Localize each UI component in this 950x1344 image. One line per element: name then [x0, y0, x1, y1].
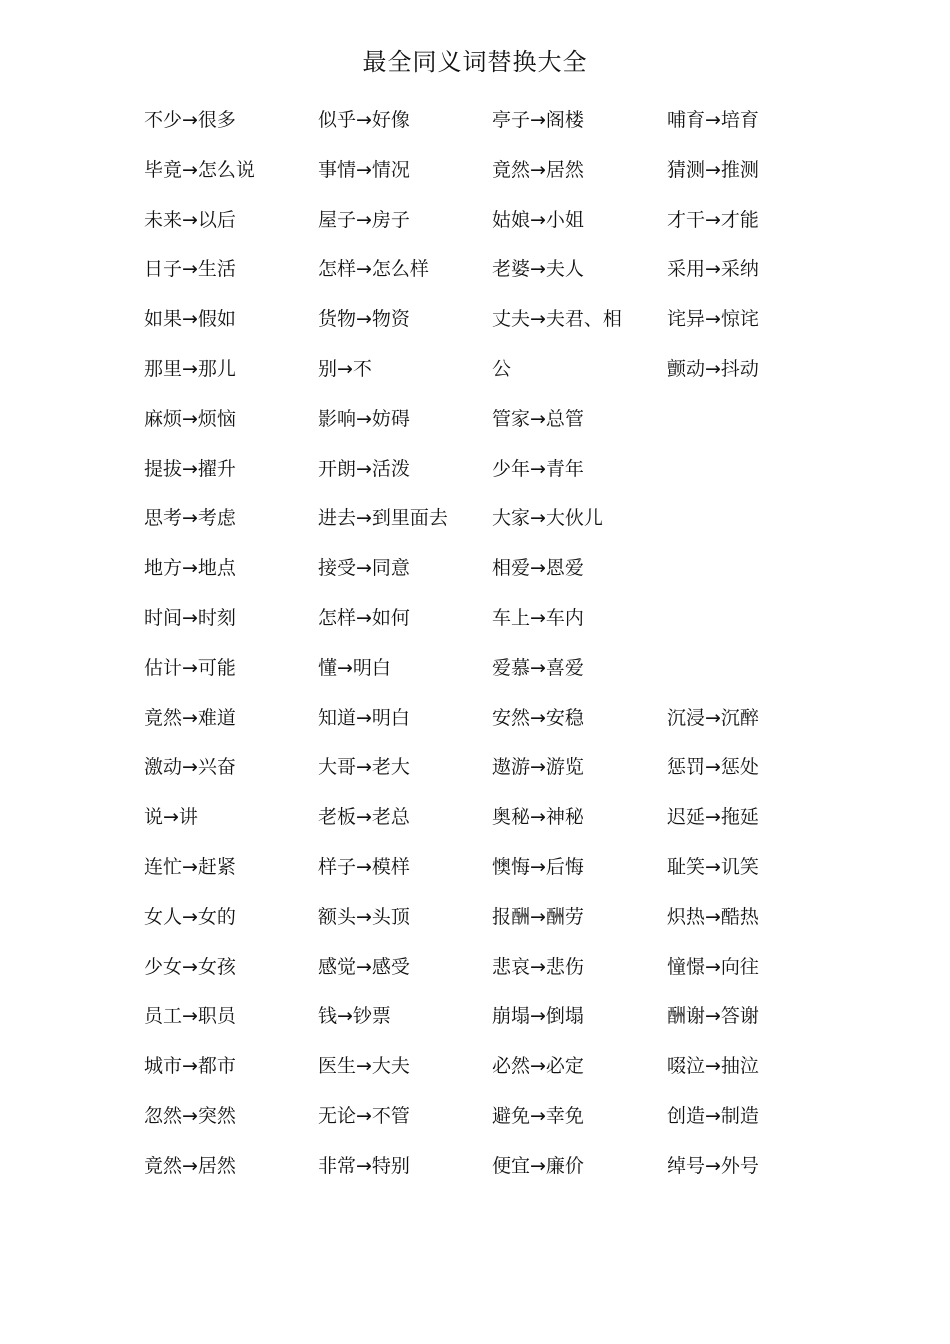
synonym-pair: 相爱→恩爱 [492, 557, 584, 580]
synonym-pair: 怎样→如何 [318, 606, 410, 629]
synonym-pair: 无论→不管 [318, 1104, 410, 1127]
synonym-pair: 憧憬→向往 [667, 955, 759, 978]
synonym-pair: 那里→那儿 [144, 357, 236, 380]
synonym-pair: 管家→总管 [492, 407, 584, 430]
synonym-pair: 诧异→惊诧 [667, 308, 759, 331]
synonym-pair: 悲哀→悲伤 [492, 955, 584, 978]
synonym-pair: 竟然→居然 [492, 158, 584, 181]
synonym-pair: 开朗→活泼 [318, 457, 410, 480]
synonym-pair: 采用→采纳 [667, 258, 759, 281]
synonym-pair: 时间→时刻 [144, 606, 236, 629]
synonym-pair: 大家→大伙儿 [492, 507, 603, 530]
synonym-pair [667, 652, 842, 702]
synonym-pair: 激动→兴奋 [144, 756, 236, 779]
synonym-pair: 麻烦→烦恼 [144, 407, 236, 430]
synonym-pair: 不少→很多 [144, 109, 236, 131]
synonym-pair: 大哥→老大 [318, 756, 410, 779]
synonym-pair: 感觉→感受 [318, 955, 410, 978]
synonym-pair: 非常→特别 [318, 1154, 410, 1177]
synonym-pair: 怎样→怎么样 [318, 258, 429, 281]
synonym-pair: 颤动→抖动 [667, 357, 759, 380]
synonym-pair: 知道→明白 [318, 706, 410, 729]
synonym-pair: 报酬→酬劳 [492, 905, 584, 928]
synonym-pair: 别→不 [318, 357, 372, 380]
synonym-pair: 员工→职员 [144, 1005, 236, 1028]
column-3 [492, 104, 667, 1200]
synonym-pair: 似乎→好像 [318, 109, 410, 131]
synonym-pair: 提拔→擢升 [144, 457, 236, 480]
synonym-pair: 额头→头顶 [318, 905, 410, 928]
synonym-pair: 女人→女的 [144, 905, 236, 928]
synonym-pair: 公 [492, 357, 512, 380]
synonym-pair: 沉浸→沉醉 [667, 706, 759, 729]
synonym-pair: 车上→车内 [492, 606, 584, 629]
synonym-pair: 酬谢→答谢 [667, 1005, 759, 1028]
synonym-pair: 炽热→酷热 [667, 905, 759, 928]
synonym-pair: 忽然→突然 [144, 1104, 236, 1127]
synonym-pair: 连忙→赶紧 [144, 855, 236, 878]
synonym-pair: 避免→幸免 [492, 1104, 584, 1127]
synonym-pair: 懊悔→后悔 [492, 855, 584, 878]
synonym-pair: 未来→以后 [144, 208, 236, 231]
synonym-pair: 创造→制造 [667, 1104, 759, 1127]
synonym-pair: 竟然→难道 [144, 706, 236, 729]
synonym-pair: 医生→大夫 [318, 1055, 410, 1078]
synonym-pair: 如果→假如 [144, 308, 236, 331]
synonym-pair: 毕竟→怎么说 [144, 158, 255, 181]
synonym-pair: 必然→必定 [492, 1055, 584, 1078]
synonym-pair: 事情→情况 [318, 158, 410, 181]
synonym-pair: 钱→钞票 [318, 1005, 391, 1028]
synonym-pair: 安然→安稳 [492, 706, 584, 729]
synonym-pair: 哺育→培育 [667, 109, 759, 131]
column-4 [667, 104, 842, 1200]
synonym-pair: 亭子→阁楼 [492, 109, 584, 131]
synonym-pair [667, 453, 842, 503]
synonym-pair: 影响→妨碍 [318, 407, 410, 430]
synonym-pair [667, 502, 842, 552]
synonym-pair: 估计→可能 [144, 656, 236, 679]
synonym-pair: 便宜→廉价 [492, 1154, 584, 1177]
synonym-pair: 爱慕→喜爱 [492, 656, 584, 679]
synonym-pair: 耻笑→讥笑 [667, 855, 759, 878]
synonym-pair: 接受→同意 [318, 557, 410, 580]
synonym-pair: 进去→到里面去 [318, 507, 448, 530]
column-1 [144, 104, 319, 1200]
synonym-pair: 样子→模样 [318, 855, 410, 878]
synonym-pair: 崩塌→倒塌 [492, 1005, 584, 1028]
synonym-pair: 竟然→居然 [144, 1154, 236, 1177]
synonym-pair [667, 403, 842, 453]
synonym-pair: 惩罚→惩处 [667, 756, 759, 779]
page-title: 最全同义词替换大全 [362, 48, 588, 76]
synonym-pair: 货物→物资 [318, 308, 410, 331]
synonym-pair: 地方→地点 [144, 557, 236, 580]
synonym-pair: 少女→女孩 [144, 955, 236, 978]
synonym-pair: 迟延→拖延 [667, 806, 759, 829]
synonym-pair: 姑娘→小姐 [492, 208, 584, 231]
synonym-pair: 懂→明白 [318, 656, 391, 679]
synonym-pair: 绰号→外号 [667, 1154, 759, 1177]
synonym-pair: 才干→才能 [667, 208, 759, 231]
synonym-pair: 日子→生活 [144, 258, 236, 281]
synonym-pair: 思考→考虑 [144, 507, 236, 530]
synonym-pair: 奥秘→神秘 [492, 806, 584, 829]
synonym-pair: 遨游→游览 [492, 756, 584, 779]
synonym-pair: 屋子→房子 [318, 208, 410, 231]
synonym-pair: 猜测→推测 [667, 158, 759, 181]
column-2 [318, 104, 493, 1200]
synonym-pair: 啜泣→抽泣 [667, 1055, 759, 1078]
synonym-pair: 说→讲 [144, 806, 198, 829]
synonym-pair [667, 602, 842, 652]
synonym-pair: 丈夫→夫君、相 [492, 308, 622, 331]
synonym-pair: 老婆→夫人 [492, 258, 584, 281]
synonym-pair: 老板→老总 [318, 806, 410, 829]
synonym-pair: 少年→青年 [492, 457, 584, 480]
synonym-pair [667, 552, 842, 602]
synonym-pair: 城市→都市 [144, 1055, 236, 1078]
